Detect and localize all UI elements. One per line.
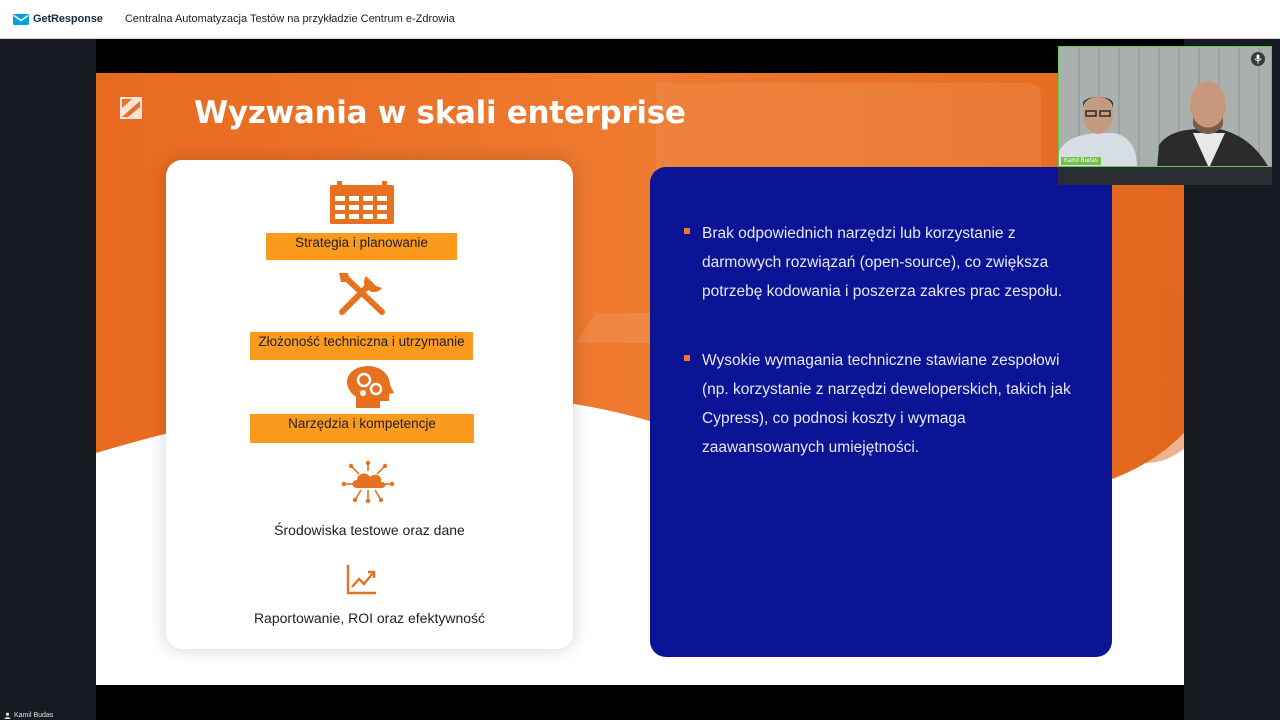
slide bbox=[96, 73, 1184, 685]
app-header bbox=[0, 0, 1280, 39]
brand-name: GetResponse bbox=[33, 13, 103, 25]
item-label-reporting: Raportowanie, ROI oraz efektywność bbox=[253, 610, 486, 626]
webcam-feed bbox=[1059, 47, 1272, 167]
webinar-title: Centralna Automatyzacja Testów na przykładzie Centrum e-Zdrowia bbox=[124, 13, 455, 25]
growth-chart-icon bbox=[346, 563, 378, 595]
presenter-name: Kamil Budas bbox=[14, 712, 54, 719]
presenter-indicator bbox=[4, 712, 53, 719]
presentation-stage bbox=[0, 39, 1280, 720]
item-label-tools: Narzędzia i kompetencje bbox=[250, 414, 474, 443]
cloud-network-icon bbox=[341, 460, 395, 504]
bullet-marker bbox=[684, 228, 690, 234]
item-label-environments: Środowiska testowe oraz dane bbox=[274, 522, 465, 538]
tools-icon bbox=[336, 270, 388, 316]
slide-title: Wyzwania w skali enterprise bbox=[194, 95, 686, 131]
user-icon bbox=[4, 712, 11, 719]
bullet-text: Wysokie wymagania techniczne stawiane zespołowi (np. korzystanie z narzędzi deweloperskich, takich jak Cypress), co podnosi koszty i wymaga zaawansowanych umiejętności. bbox=[702, 352, 1071, 456]
microphone-glyph bbox=[1254, 54, 1262, 64]
microphone-icon[interactable] bbox=[1251, 52, 1265, 66]
slide-logo-icon bbox=[120, 97, 142, 119]
webcam-video[interactable] bbox=[1058, 46, 1272, 167]
details-card bbox=[650, 167, 1112, 657]
brand[interactable] bbox=[13, 13, 103, 25]
bullet-item bbox=[684, 219, 1084, 306]
item-label-strategy: Strategia i planowanie bbox=[266, 233, 457, 260]
bullet-item bbox=[684, 346, 1084, 462]
webcam-presenter-name: Kamil Budas bbox=[1061, 157, 1101, 165]
bullet-text: Brak odpowiednich narzędzi lub korzystanie z darmowych rozwiązań (open-source), co zwiększa potrzebę kodowania i poszerza zakres prac zespołu. bbox=[702, 225, 1063, 300]
webcam-footer bbox=[1058, 167, 1272, 185]
challenges-card bbox=[166, 160, 573, 649]
envelope-logo-icon bbox=[13, 14, 29, 25]
left-panel bbox=[0, 39, 96, 720]
bullet-marker bbox=[684, 355, 690, 361]
item-label-complexity: Złożoność techniczna i utrzymanie bbox=[250, 332, 473, 360]
head-gears-icon bbox=[346, 365, 394, 409]
calendar-icon bbox=[329, 181, 395, 225]
